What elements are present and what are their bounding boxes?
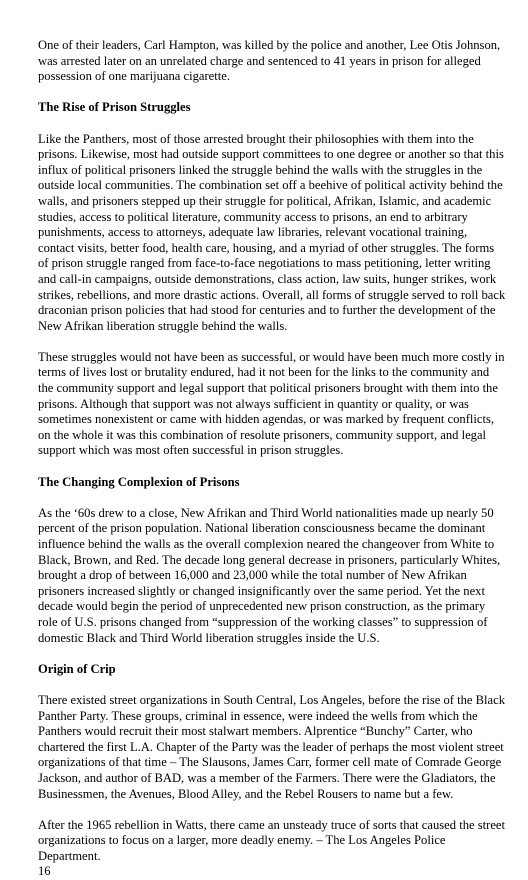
paragraph-street-organizations: There existed street organizations in South Central, Los Angeles, before the rise of the Black Panther Party. These groups, criminal in essence, were indeed the wells from which the Panthers would recruit their most stalwart members. Alprentice “Bunchy” Carter, who chartered the first L.A. Chapter of the Party was the leader of perhaps the most violent street organizations of that time – The Slausons, James Carr, former cell mate of Comrade George Jackson, and author of BAD, was a member of the Farmers. There were the Gladiators, the Businessmen, the Avenues, Blood Alley, and the Rebel Rousers to name but a few.	[38, 692, 506, 801]
heading-changing-complexion: The Changing Complexion of Prisons	[38, 474, 240, 489]
heading-rise-of-prison-struggles: The Rise of Prison Struggles	[38, 100, 191, 115]
paragraph-panthers-philosophies: Like the Panthers, most of those arrested brought their philosophies with them into the prisons. Likewise, most had outside support committees to one degree or another so that this influx of political prisoners linked the struggle behind the walls with the struggles in the outside local communities. The combination set off a beehive of political activity behind the walls, and prisoners stepped up their struggle for political, Afrikan, Islamic, and academic studies, access to political literature, community access to prisons, an end to arbitrary punishments, access to attorneys, adequate law libraries, relevant vocational training, contact visits, better food, health care, housing, and a myriad of other struggles. The forms of prison struggle ranged from face-to-face negotiations to mass petitioning, letter writing and call-in campaigns, outside demonstrations, class action, law suits, hunger strikes, work strikes, rebellions, and more drastic actions. Overall, all forms of struggle served to roll back draconian prison policies that had stood for centuries and to further the development of the New Afrikan liberation struggle behind the walls.	[38, 131, 506, 333]
paragraph-hampton: One of their leaders, Carl Hampton, was killed by the police and another, Lee Otis Johnson, was arrested later on an unrelated charge and sentenced to 41 years in prison for alleged possession of one marijuana cigarette.	[38, 38, 501, 84]
heading-origin-of-crip: Origin of Crip	[38, 661, 116, 676]
page-body	[38, 38, 506, 880]
paragraph-struggles-success: These struggles would not have been as successful, or would have been much more costly in terms of lives lost or brutality endured, had it not been for the links to the community and the community support and legal support that political prisoners brought with them into the prisons. Although that support was not always sufficient in quantity or quality, or was sometimes nonexistent or came with hidden agendas, or was marked by frequent conflicts, on the whole it was this combination of resolute prisoners, community support, and legal support which was most often successful in prison struggles.	[38, 349, 505, 458]
page-number: 16	[38, 864, 51, 879]
paragraph-watts-rebellion: After the 1965 rebellion in Watts, there came an unsteady truce of sorts that caused the street organizations to focus on a larger, more deadly enemy. – The Los Angeles Police Department.	[38, 817, 506, 863]
paragraph-sixties-close: As the ‘60s drew to a close, New Afrikan and Third World nationalities made up nearly 50 percent of the prison population. National liberation consciousness became the dominant influence behind the walls as the overall complexion neared the changeover from White to Black, Brown, and Red. The decade long general decrease in prisoners, particularly Whites, brought a drop of between 16,000 and 23,000 while the total number of New Afrikan prisoners increased slightly or changed insignificantly over the same period. Yet the next decade would begin the period of unprecedented new prison construction, as the primary role of U.S. prisons changed from “suppression of the working classes” to suppression of domestic Black and Third World liberation struggles inside the U.S.	[38, 505, 501, 645]
